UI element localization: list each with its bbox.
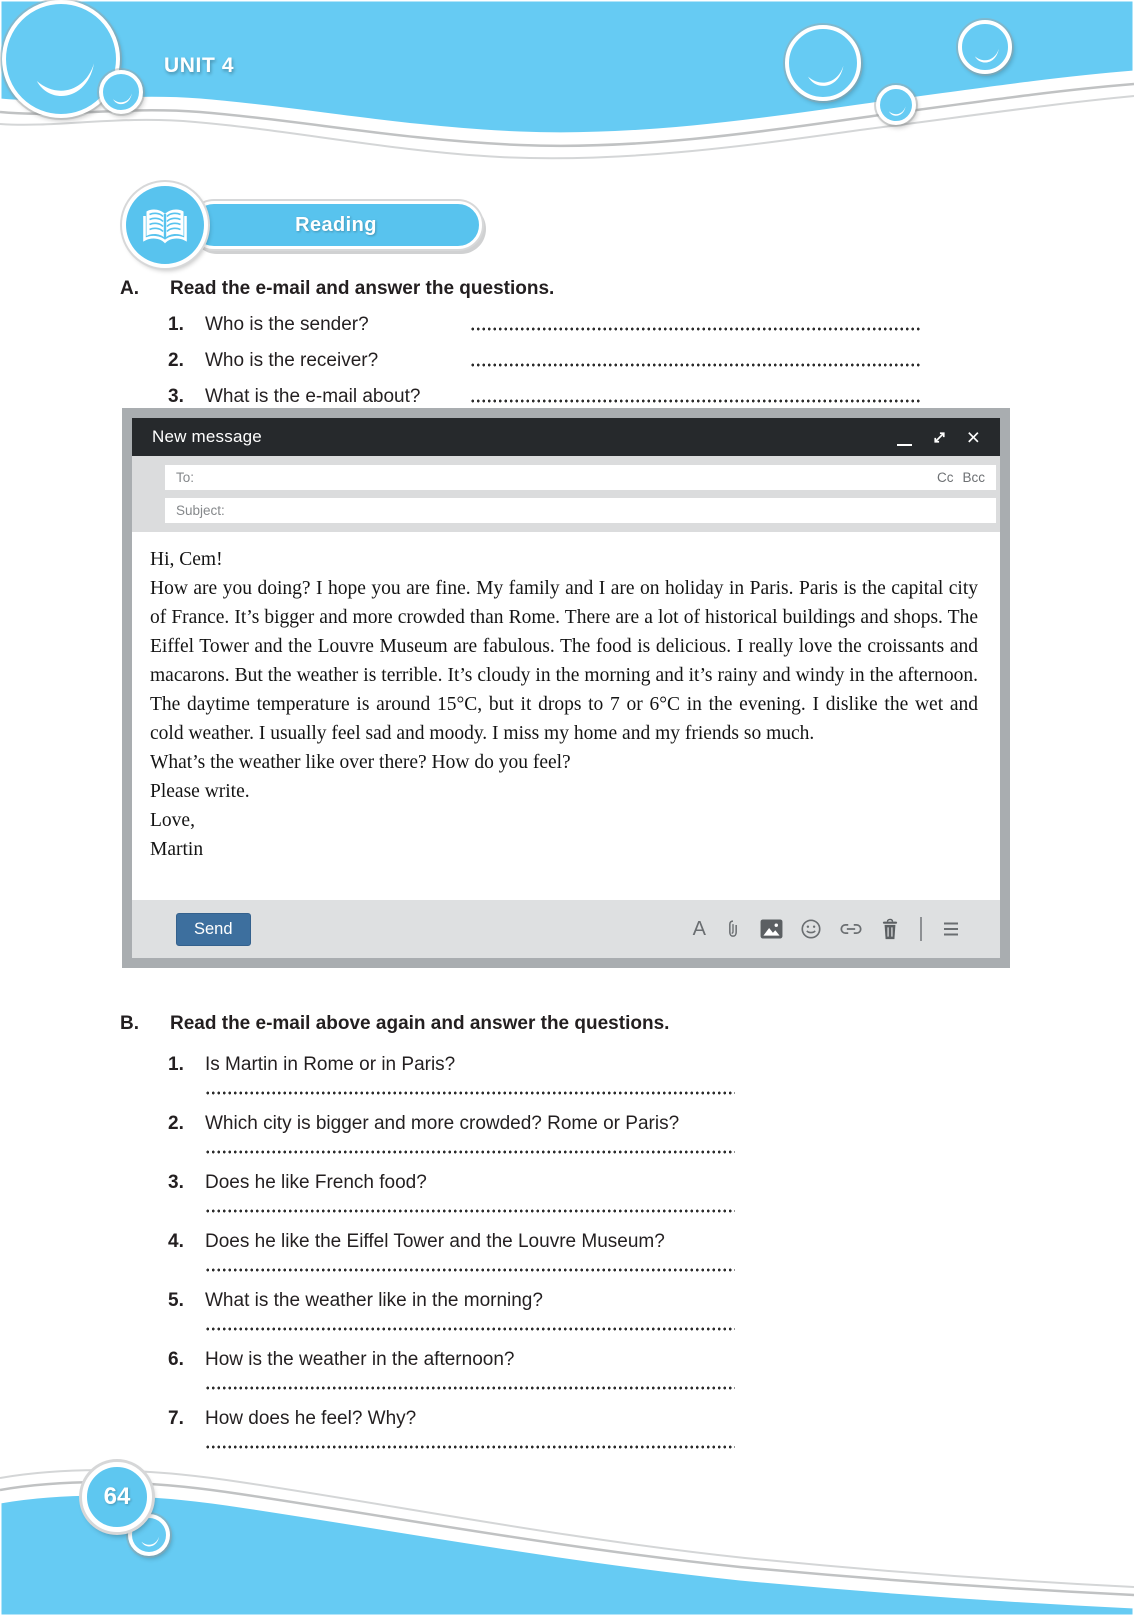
answer-line [205, 1386, 735, 1390]
question-row [168, 385, 920, 409]
answer-line [205, 1445, 735, 1449]
bubble-highlight-icon [962, 24, 1008, 70]
question-number: 2. [168, 350, 184, 371]
bubble-highlight-icon [789, 29, 857, 97]
question-row [168, 1407, 760, 1431]
open-book-icon [141, 201, 189, 249]
question-row [168, 1230, 760, 1254]
question-number: 3. [168, 386, 184, 407]
question-number: 6. [168, 1349, 184, 1370]
email-body[interactable] [132, 532, 1000, 900]
footer-wave [0, 1466, 1134, 1616]
email-window-title: New message [152, 427, 262, 446]
trash-icon[interactable] [880, 918, 900, 941]
question-number: 2. [168, 1113, 184, 1134]
close-icon[interactable]: × [966, 424, 980, 450]
email-greeting: Hi, Cem! [150, 549, 223, 570]
email-signature: Martin [150, 839, 204, 860]
insert-image-icon[interactable] [760, 919, 783, 939]
question-text: Does he like the Eiffel Tower and the Louvre Museum? [205, 1231, 665, 1252]
reading-pill [190, 201, 482, 249]
question-number: 7. [168, 1408, 184, 1429]
toolbar-divider [920, 917, 922, 941]
bcc-button[interactable]: Bcc [962, 470, 985, 485]
subject-label: Subject: [176, 503, 225, 518]
question-text: What is the weather like in the morning? [205, 1290, 543, 1311]
question-text: What is the e-mail about? [205, 386, 421, 407]
email-signoff: Love, [150, 810, 195, 831]
minimize-icon[interactable] [897, 429, 912, 446]
reading-section-badge [122, 182, 502, 270]
bubble-decoration [876, 85, 916, 125]
answer-line [470, 399, 920, 403]
answer-line [205, 1268, 735, 1272]
section-title: Read the e-mail and answer the questions. [170, 278, 555, 299]
question-text: Is Martin in Rome or in Paris? [205, 1054, 456, 1075]
email-question-line: What’s the weather like over there? How do you feel? [150, 752, 571, 773]
bubble-decoration [958, 20, 1012, 74]
question-row [168, 1053, 760, 1077]
email-titlebar [132, 418, 1000, 456]
question-number: 3. [168, 1172, 184, 1193]
section-letter: A. [120, 278, 139, 299]
page-number: 64 [103, 1483, 131, 1510]
question-number: 1. [168, 314, 184, 335]
question-row [168, 313, 920, 337]
email-closing: Please write. [150, 781, 250, 802]
format-text-icon[interactable]: A [692, 918, 706, 940]
question-text: Which city is bigger and more crowded? Rome or Paris? [205, 1113, 680, 1134]
question-row [168, 1112, 760, 1136]
question-text: How is the weather in the afternoon? [205, 1349, 515, 1370]
section-a [120, 277, 920, 409]
question-row [168, 1348, 760, 1372]
resize-icon[interactable] [931, 429, 948, 446]
email-paragraph: How are you doing? I hope you are fine. My family and I are on holiday in Paris. Paris is the capital city of France. It’s bigger and more crowded than Rome. There are a lot of historical buildings and shops. The Eiffel Tower and the Louvre Museum are fabulous. The food is delicious. I really love the croissants and macarons. But the weather is terrible. It’s cloudy in the morning and it’s rainy and windy in the afternoon. The daytime temperature is around 15°C, but it drops to 7 or 6°C in the evening. I dislike the wet and cold weather. I usually feel sad and moody. I miss my home and my friends so much. [150, 578, 978, 744]
email-window [122, 408, 1010, 968]
answer-line [205, 1209, 735, 1213]
question-row [168, 1171, 760, 1195]
answer-line [205, 1327, 735, 1331]
answer-line [470, 363, 920, 367]
email-header-fields [132, 456, 1000, 532]
answer-line [470, 327, 920, 331]
unit-title: UNIT 4 [164, 54, 235, 77]
bubble-highlight-icon [880, 89, 912, 121]
subject-field[interactable] [165, 498, 996, 523]
cc-button[interactable]: Cc [936, 470, 954, 485]
question-number: 4. [168, 1231, 184, 1252]
to-field[interactable] [165, 465, 996, 490]
bubble-decoration [99, 70, 143, 114]
emoji-icon[interactable] [800, 918, 822, 940]
question-text: Does he like French food? [205, 1172, 427, 1193]
bubble-decoration [785, 25, 861, 101]
answer-line [205, 1091, 735, 1095]
email-toolbar [132, 900, 1000, 958]
question-text: Who is the sender? [205, 314, 369, 335]
reading-label: Reading [295, 213, 377, 236]
question-text: How does he feel? Why? [205, 1408, 417, 1429]
to-label: To: [176, 470, 195, 485]
attachment-icon[interactable] [723, 918, 743, 940]
question-number: 1. [168, 1054, 184, 1075]
page-number-badge [82, 1462, 152, 1532]
question-row [168, 349, 920, 373]
section-title: Read the e-mail above again and answer the questions. [170, 1013, 670, 1034]
more-options-icon[interactable] [942, 921, 960, 937]
question-row [168, 1289, 760, 1313]
answer-line [205, 1150, 735, 1154]
section-letter: B. [120, 1013, 139, 1034]
send-button[interactable]: Send [176, 913, 251, 946]
reading-icon-circle [122, 182, 208, 268]
bubble-highlight-icon [103, 74, 139, 110]
section-b [120, 1012, 760, 1449]
question-number: 5. [168, 1290, 184, 1311]
question-text: Who is the receiver? [205, 350, 379, 371]
link-icon[interactable] [839, 920, 863, 938]
